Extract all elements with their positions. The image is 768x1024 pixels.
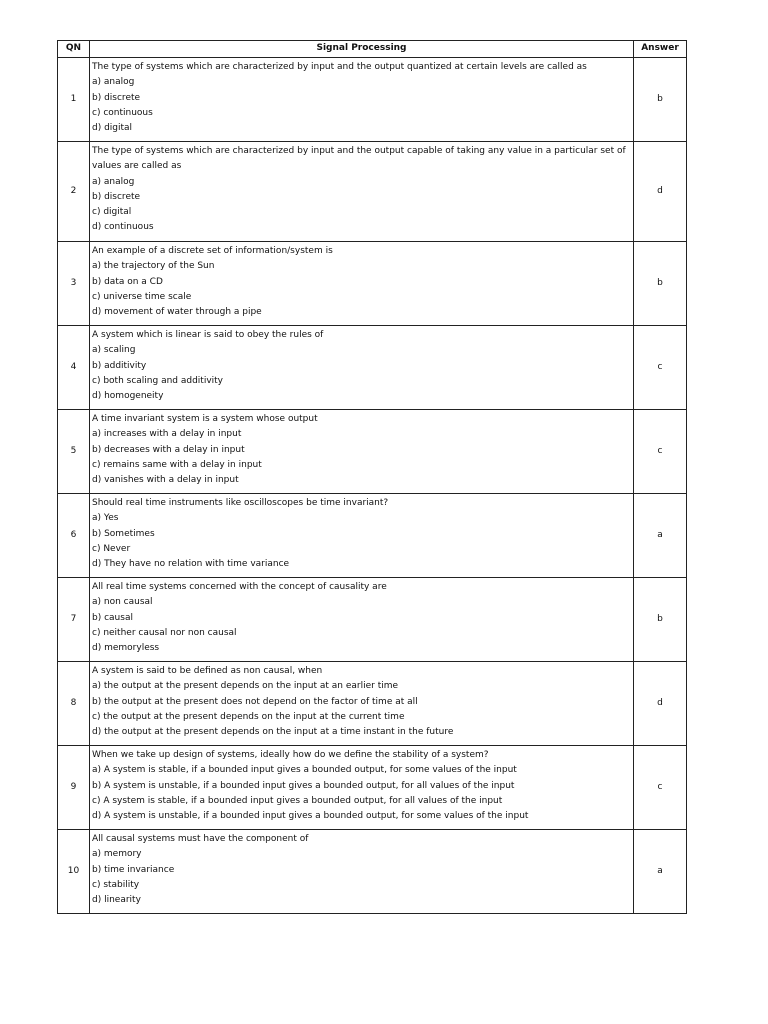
question-row xyxy=(58,326,687,410)
question-option: c) universe time scale xyxy=(92,291,192,302)
answer-cell: d xyxy=(634,142,687,242)
question-option: b) A system is unstable, if a bounded input gives a bounded output, for all values of the input xyxy=(92,780,515,791)
question-option: d) A system is unstable, if a bounded input gives a bounded output, for some values of the input xyxy=(92,811,529,822)
question-option: b) discrete xyxy=(92,92,141,103)
answer-cell: a xyxy=(634,494,687,578)
question-cell xyxy=(90,830,634,914)
question-text: The type of systems which are characterized by input and the output capable of taking any value in a particular set of values are called as xyxy=(92,146,626,172)
question-number: 7 xyxy=(58,578,90,662)
question-number: 5 xyxy=(58,410,90,494)
question-number: 4 xyxy=(58,326,90,410)
question-text: A system which is linear is said to obey the rules of xyxy=(92,330,324,340)
question-text: An example of a discrete set of information/system is xyxy=(92,246,333,256)
question-option: d) vanishes with a delay in input xyxy=(92,475,239,486)
question-option: c) A system is stable, if a bounded input gives a bounded output, for all values of the input xyxy=(92,795,503,806)
question-number: 8 xyxy=(58,662,90,746)
question-row xyxy=(58,242,687,326)
question-option: b) the output at the present does not depend on the factor of time at all xyxy=(92,696,418,707)
answer-cell: a xyxy=(634,830,687,914)
question-option: c) digital xyxy=(92,207,132,218)
question-option: c) stability xyxy=(92,879,140,890)
question-cell xyxy=(90,662,634,746)
question-option: d) the output at the present depends on the input at a time instant in the future xyxy=(92,727,454,738)
header-row xyxy=(58,41,687,58)
question-option: c) Never xyxy=(92,543,131,554)
question-option: c) remains same with a delay in input xyxy=(92,459,262,470)
question-number: 6 xyxy=(58,494,90,578)
question-option: d) homogeneity xyxy=(92,391,164,402)
question-option: a) scaling xyxy=(92,345,136,356)
question-row xyxy=(58,142,687,242)
question-number: 1 xyxy=(58,58,90,142)
question-number: 10 xyxy=(58,830,90,914)
answer-cell: c xyxy=(634,326,687,410)
question-option: a) the output at the present depends on the input at an earlier time xyxy=(92,681,399,692)
question-option: c) neither causal nor non causal xyxy=(92,627,237,638)
header-subject: Signal Processing xyxy=(90,41,634,58)
question-rows xyxy=(58,58,687,914)
question-row xyxy=(58,746,687,830)
question-option: a) analog xyxy=(92,176,135,187)
answer-cell: b xyxy=(634,58,687,142)
answer-cell: c xyxy=(634,410,687,494)
question-cell xyxy=(90,410,634,494)
question-cell xyxy=(90,494,634,578)
question-option: a) the trajectory of the Sun xyxy=(92,261,215,272)
question-option: a) analog xyxy=(92,77,135,88)
question-cell xyxy=(90,142,634,242)
question-cell xyxy=(90,326,634,410)
question-cell xyxy=(90,242,634,326)
question-option: d) digital xyxy=(92,123,133,134)
question-option: b) additivity xyxy=(92,360,147,371)
question-text: A system is said to be defined as non causal, when xyxy=(92,666,323,676)
question-option: b) time invariance xyxy=(92,864,175,875)
question-option: a) A system is stable, if a bounded input gives a bounded output, for some values of the input xyxy=(92,765,517,776)
question-text: Should real time instruments like oscilloscopes be time invariant? xyxy=(92,498,389,508)
question-option: d) continuous xyxy=(92,222,154,233)
question-option: b) decreases with a delay in input xyxy=(92,444,245,455)
question-text: When we take up design of systems, ideally how do we define the stability of a system? xyxy=(92,750,489,760)
question-row xyxy=(58,662,687,746)
question-option: a) Yes xyxy=(92,513,119,524)
question-option: c) both scaling and additivity xyxy=(92,375,224,386)
question-text: The type of systems which are characterized by input and the output quantized at certain levels are called as xyxy=(92,62,587,72)
question-option: b) Sometimes xyxy=(92,528,155,539)
question-text: All causal systems must have the component of xyxy=(92,834,309,844)
question-option: b) data on a CD xyxy=(92,276,163,287)
question-table xyxy=(57,40,687,914)
question-option: d) movement of water through a pipe xyxy=(92,307,262,318)
question-text: All real time systems concerned with the concept of causality are xyxy=(92,582,387,592)
question-cell xyxy=(90,578,634,662)
answer-cell: b xyxy=(634,242,687,326)
question-option: d) linearity xyxy=(92,895,141,906)
question-cell xyxy=(90,58,634,142)
question-option: d) memoryless xyxy=(92,643,160,654)
question-row xyxy=(58,578,687,662)
question-row xyxy=(58,58,687,142)
question-row xyxy=(58,410,687,494)
question-cell xyxy=(90,746,634,830)
question-option: c) continuous xyxy=(92,107,153,118)
question-number: 3 xyxy=(58,242,90,326)
question-option: a) increases with a delay in input xyxy=(92,429,242,440)
header-answer: Answer xyxy=(634,41,687,58)
question-option: a) non causal xyxy=(92,597,153,608)
answer-cell: c xyxy=(634,746,687,830)
question-row xyxy=(58,494,687,578)
question-option: b) causal xyxy=(92,612,133,623)
question-option: d) They have no relation with time variance xyxy=(92,559,290,570)
question-option: b) discrete xyxy=(92,191,141,202)
question-option: a) memory xyxy=(92,849,142,860)
question-number: 2 xyxy=(58,142,90,242)
answer-cell: b xyxy=(634,578,687,662)
question-number: 9 xyxy=(58,746,90,830)
header-qn: QN xyxy=(58,41,90,58)
question-row xyxy=(58,830,687,914)
question-text: A time invariant system is a system whose output xyxy=(92,414,318,424)
answer-cell: d xyxy=(634,662,687,746)
question-option: c) the output at the present depends on the input at the current time xyxy=(92,711,405,722)
